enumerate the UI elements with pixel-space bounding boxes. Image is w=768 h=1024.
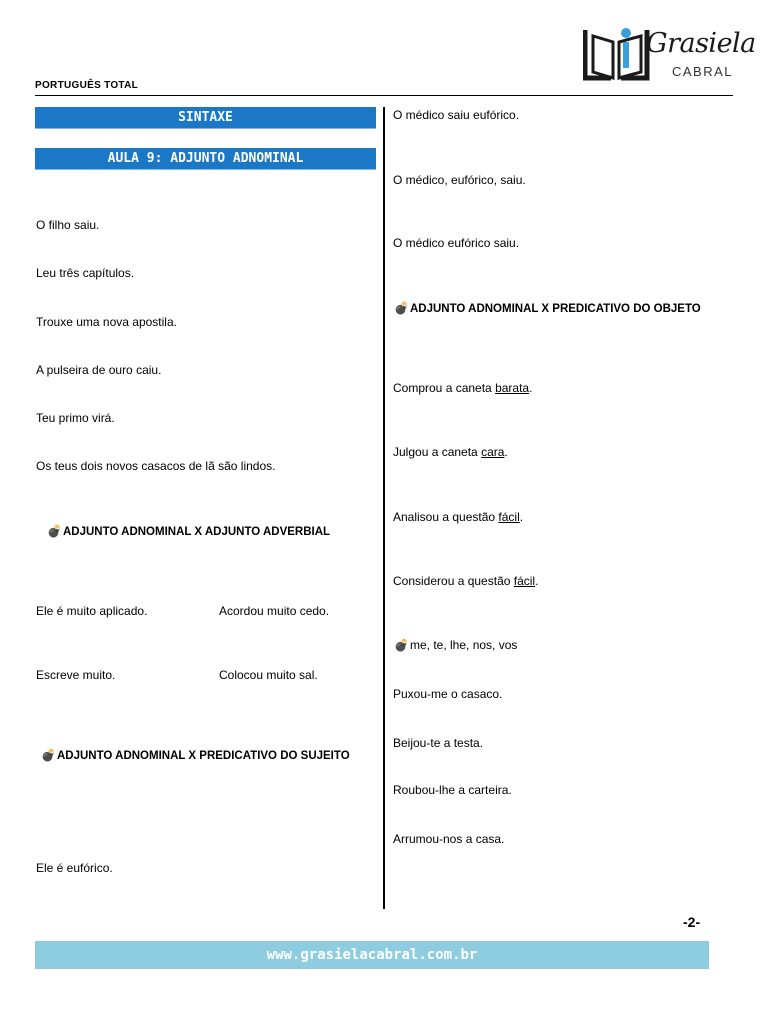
logo-name: Grasiela xyxy=(646,28,756,59)
sentence: O médico saiu eufórico. xyxy=(393,108,520,122)
sentence: A pulseira de ouro caiu. xyxy=(36,363,162,377)
bomb-bullet-icon: 💣 xyxy=(394,638,409,652)
logo-subtitle: CABRAL xyxy=(672,64,734,79)
pair-left: Ele é muito aplicado. xyxy=(36,604,148,618)
bomb-bullet-icon: 💣 xyxy=(394,301,409,315)
column-divider xyxy=(383,107,385,909)
footer-website-link[interactable]: www.grasielacabral.com.br xyxy=(35,941,709,969)
objeto-example: Analisou a questão fácil. xyxy=(393,510,524,524)
objeto-example: Considerou a questão fácil. xyxy=(393,574,539,588)
sentence: Arrumou-nos a casa. xyxy=(393,832,505,846)
sentence: Teu primo virá. xyxy=(36,411,115,425)
sentence: Os teus dois novos casacos de lã são lindos. xyxy=(36,459,276,473)
sentence: Leu três capítulos. xyxy=(36,266,135,280)
section-bar-sintaxe: SINTAXE xyxy=(35,107,376,129)
pronoun-list: 💣me, te, lhe, nos, vos xyxy=(394,638,518,652)
header-label: PORTUGUÊS TOTAL xyxy=(35,80,139,91)
sentence: O médico eufórico saiu. xyxy=(393,236,520,250)
sentence: Ele é eufórico. xyxy=(36,861,113,875)
bomb-bullet-icon: 💣 xyxy=(41,748,56,762)
heading-objeto: 💣ADJUNTO ADNOMINAL X PREDICATIVO DO OBJETO xyxy=(394,301,701,315)
sentence: Trouxe uma nova apostila. xyxy=(36,315,177,329)
pair-left: Escreve muito. xyxy=(36,668,116,682)
header-divider xyxy=(35,95,733,96)
pair-right: Colocou muito sal. xyxy=(219,668,318,682)
sentence: Puxou-me o casaco. xyxy=(393,687,503,701)
heading-adverbial: 💣ADJUNTO ADNOMINAL X ADJUNTO ADVERBIAL xyxy=(47,524,331,538)
pair-right: Acordou muito cedo. xyxy=(219,604,330,618)
sentence: Roubou-lhe a carteira. xyxy=(393,783,512,797)
section-bar-aula: AULA 9: ADJUNTO ADNOMINAL xyxy=(35,148,376,170)
heading-sujeito: 💣ADJUNTO ADNOMINAL X PREDICATIVO DO SUJEITO xyxy=(41,748,350,762)
objeto-example: Julgou a caneta cara. xyxy=(393,445,508,459)
sentence: O médico, eufórico, saiu. xyxy=(393,173,526,187)
sentence: Beijou-te a testa. xyxy=(393,736,484,750)
sentence: O filho saiu. xyxy=(36,218,100,232)
objeto-example: Comprou a caneta barata. xyxy=(393,381,533,395)
page-number: -2- xyxy=(683,914,701,930)
bomb-bullet-icon: 💣 xyxy=(47,524,62,538)
